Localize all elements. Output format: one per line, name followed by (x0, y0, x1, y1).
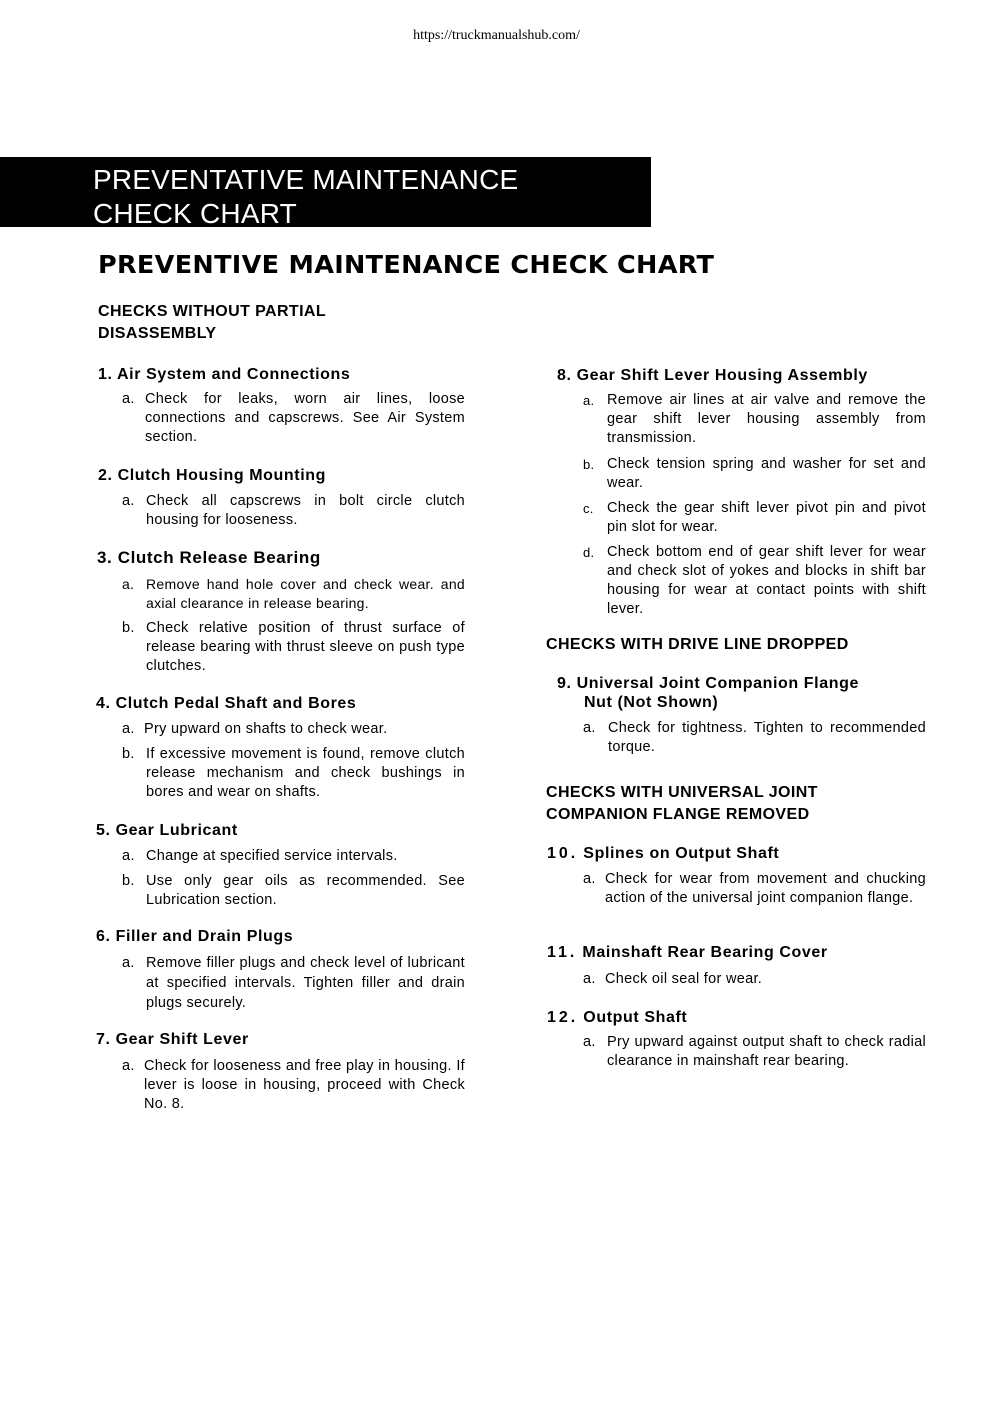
item-label: a. (122, 721, 135, 737)
check-number: 10. (547, 845, 579, 862)
item-text: Change at specified service intervals. (146, 848, 398, 864)
item-text: Check for tightness. Tighten to recommended torque. (608, 720, 926, 755)
check-10-item-a (583, 870, 926, 908)
item-label: c. (583, 501, 594, 516)
item-text: Pry upward against output shaft to check radial clearance in mainshaft rear bearing. (607, 1034, 926, 1069)
item-text: Check for leaks, worn air lines, loose connections and capscrews. See Air System section. (145, 391, 465, 445)
check-title: Clutch Release Bearing (117, 548, 321, 567)
check-title: Gear Lubricant (115, 822, 238, 839)
check-number: 7. (96, 1031, 111, 1048)
check-11-heading (547, 943, 828, 962)
item-text: Check for looseness and free play in housing. If lever is loose in housing, proceed with Check No. 8. (144, 1058, 465, 1112)
check-7-item-a (122, 1057, 465, 1114)
banner-line-2: CHECK CHART (93, 198, 297, 229)
item-label: a. (122, 391, 135, 407)
check-10-heading (547, 844, 779, 863)
check-number: 8. (557, 367, 572, 384)
item-text: Check tension spring and washer for set and wear. (607, 456, 926, 491)
check-title-line-2: Nut (Not Shown) (584, 694, 719, 711)
section-heading-line: COMPANION FLANGE REMOVED (546, 806, 810, 823)
check-title: Filler and Drain Plugs (115, 928, 294, 945)
source-url: https://truckmanualshub.com/ (413, 28, 580, 43)
check-4-item-b (122, 745, 465, 802)
check-8-item-d (583, 543, 926, 619)
chapter-banner (0, 157, 651, 227)
item-text: If excessive movement is found, remove clutch release mechanism and check bushings in bores and wear on shafts. (146, 746, 465, 800)
check-3-item-a (122, 575, 465, 613)
check-2-heading (98, 466, 326, 485)
item-label: a. (122, 1058, 135, 1074)
section-heading-line: CHECKS WITHOUT PARTIAL (98, 303, 327, 320)
check-6-item-a (122, 953, 465, 1013)
item-label: d. (583, 545, 595, 560)
check-4-item-a (122, 720, 465, 739)
item-label: b. (122, 746, 135, 762)
item-text: Check all capscrews in bolt circle clutch housing for looseness. (146, 493, 465, 528)
check-12-heading (547, 1008, 687, 1027)
item-text: Check bottom end of gear shift lever for wear and check slot of yokes and blocks in shift bar housing for wear at contact points with shift lever. (607, 544, 926, 617)
item-text: Remove hand hole cover and check wear. and axial clearance in release bearing. (146, 576, 465, 611)
check-8-item-b (583, 455, 926, 493)
item-label: a. (122, 848, 135, 864)
item-label: b. (122, 620, 135, 636)
section-heading-ujoint (546, 782, 818, 826)
item-text: Check oil seal for wear. (605, 971, 763, 987)
check-number: 11. (547, 944, 578, 961)
item-label: a. (583, 871, 596, 887)
check-number: 6. (96, 928, 111, 945)
section-heading-without-disassembly (98, 301, 326, 345)
check-title: Clutch Pedal Shaft and Bores (115, 695, 357, 712)
check-4-heading (96, 694, 356, 713)
check-number: 9. (557, 675, 572, 692)
item-label: a. (122, 493, 135, 509)
item-label: a. (583, 720, 596, 736)
check-number: 4. (96, 695, 111, 712)
check-8-heading (557, 366, 868, 385)
item-text: Remove filler plugs and check level of lubricant at specified intervals. Tighten filler and drain plugs securely. (146, 955, 465, 1011)
section-heading-line: CHECKS WITH UNIVERSAL JOINT (546, 784, 818, 801)
check-1-heading (98, 365, 350, 384)
item-label: a. (583, 1034, 596, 1050)
check-title: Clutch Housing Mounting (117, 467, 327, 484)
item-label: b. (583, 457, 595, 472)
check-title: Output Shaft (583, 1009, 688, 1026)
section-heading-line: DISASSEMBLY (98, 325, 217, 342)
item-label: b. (122, 873, 135, 889)
check-number: 2. (98, 467, 113, 484)
item-text: Pry upward on shafts to check wear. (144, 721, 388, 737)
item-text: Remove air lines at air valve and remove the gear shift lever housing assembly from transmission. (607, 392, 926, 446)
check-number: 3. (97, 548, 113, 567)
check-9-heading (557, 674, 859, 712)
item-text: Check the gear shift lever pivot pin and pivot pin slot for wear. (607, 500, 926, 535)
check-title: Air System and Connections (117, 366, 351, 383)
check-title: Gear Shift Lever (115, 1031, 249, 1048)
check-title: Mainshaft Rear Bearing Cover (582, 944, 828, 961)
check-8-item-a (583, 391, 926, 448)
section-heading-drive-line: CHECKS WITH DRIVE LINE DROPPED (546, 636, 849, 653)
banner-line-1: PREVENTATIVE MAINTENANCE (93, 164, 519, 195)
item-label: a. (122, 955, 135, 971)
item-text: Check relative position of thrust surface of release bearing with thrust sleeve on push type clutches. (146, 620, 465, 674)
check-number: 1. (98, 366, 113, 383)
item-text: Use only gear oils as recommended. See Lubrication section. (146, 873, 465, 908)
check-8-item-c (583, 499, 926, 537)
check-5-item-a (122, 847, 465, 866)
check-6-heading (96, 927, 293, 946)
check-3-heading (97, 548, 321, 567)
check-3-item-b (122, 619, 465, 676)
page-title: PREVENTIVE MAINTENANCE CHECK CHART (98, 250, 715, 279)
item-label: a. (583, 971, 596, 987)
check-5-heading (96, 821, 238, 840)
check-number: 12. (547, 1009, 579, 1026)
check-12-item-a (583, 1033, 926, 1071)
check-5-item-b (122, 872, 465, 910)
item-label: a. (583, 393, 595, 408)
check-title: Universal Joint Companion Flange (576, 675, 859, 692)
check-7-heading (96, 1030, 249, 1049)
check-number: 5. (96, 822, 111, 839)
check-9-item-a (583, 719, 926, 757)
check-title: Gear Shift Lever Housing Assembly (576, 367, 868, 384)
item-text: Check for wear from movement and chucking action of the universal joint companion flange. (605, 871, 926, 906)
check-11-item-a (583, 970, 926, 989)
check-1-item-a (122, 390, 465, 447)
check-2-item-a (122, 492, 465, 530)
item-label: a. (122, 576, 135, 592)
check-title: Splines on Output Shaft (583, 845, 780, 862)
